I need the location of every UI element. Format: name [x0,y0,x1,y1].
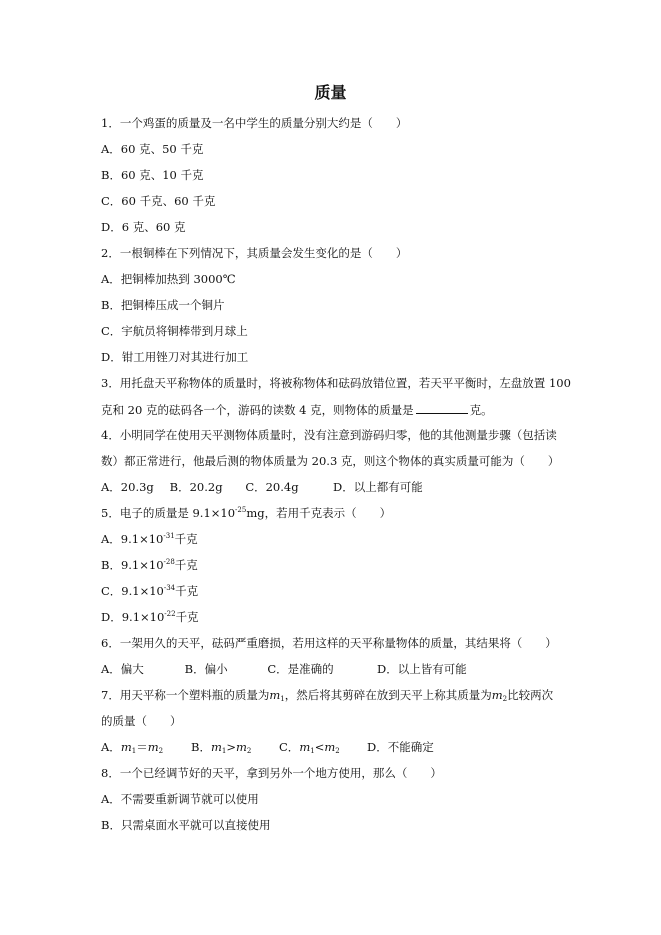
question-4-options [101,479,423,495]
question-2-stem: 2．一根铜棒在下列情况下，其质量会发生变化的是（ ） [101,246,408,260]
question-6-stem: 6．一架用久的天平，砝码严重磨损，若用这样的天平称量物体的质量，其结果将（ ） [101,636,557,650]
question-7-line-2: 的质量（ ） [101,714,182,728]
subscript: 2 [335,747,340,755]
option-text: D．9.1×10 [101,610,165,624]
question-8-stem: 8．一个已经调节好的天平，拿到另外一个地方使用，那么（ ） [101,766,442,780]
question-8-option-b: B．只需桌面水平就可以直接使用 [101,818,271,832]
question-4-option-c: C．20.4g [245,480,299,494]
question-2-option-c: C．宇航员将铜棒带到月球上 [101,324,248,338]
question-1-stem: 1．一个鸡蛋的质量及一名中学生的质量分别大约是（ ） [101,116,408,130]
question-2-option-d: D．钳工用锉刀对其进行加工 [101,350,249,364]
question-7-text: 比较两次 [507,688,554,702]
question-7-option-b [191,739,279,755]
option-text: C．9.1×10 [101,584,164,598]
question-7-options [101,739,434,755]
option-unit: 千克 [174,532,198,546]
math-variable: m [269,688,281,702]
question-7-option-c [279,739,367,755]
exponent: -28 [163,558,175,566]
question-3-line-1: 3．用托盘天平称物体的质量时，将被称物体和砝码放错位置，若天平平衡时，左盘放置 100 [101,376,571,390]
question-6-option-c: C．是准确的 [267,662,334,676]
math-variable: m [324,740,336,754]
subscript: 1 [221,747,227,755]
question-8-option-a: A．不需要重新调节就可以使用 [101,792,259,806]
question-4-option-a: A．20.3g [101,480,154,494]
subscript: 1 [310,747,315,755]
question-5-stem-unit: mg，若用千克表示（ ） [246,506,392,520]
subscript: 2 [158,747,164,755]
question-2-option-a: A．把铜棒加热到 3000℃ [101,272,236,286]
option-label: C． [279,740,300,754]
math-variable: m [120,740,132,754]
question-7-option-a [101,739,191,755]
question-5-stem [101,505,391,521]
option-unit: 千克 [174,558,198,572]
question-6-option-d: D．以上皆有可能 [376,662,467,676]
question-3-text-before-blank: 克和 20 克的砝码各一个，游码的读数 4 克，则物体的质量是 [101,403,414,417]
math-variable: m [235,740,247,754]
option-label: B． [191,740,211,754]
math-variable: m [210,740,222,754]
exponent: -34 [163,584,176,592]
question-5-stem-text: 5．电子的质量是 9.1×10 [101,506,236,520]
question-1-option-a: A．60 克、50 千克 [101,142,204,156]
question-3-line-2 [101,401,493,418]
question-7-text: ，然后将其剪碎在放到天平上称其质量为 [284,688,492,702]
question-2-option-b: B．把铜棒压成一个铜片 [101,298,225,312]
subscript: 2 [246,747,252,755]
question-7-text: 7．用天平称一个塑料瓶的质量为 [101,688,270,702]
math-variable: m [299,740,311,754]
question-7-option-d: D．不能确定 [367,740,434,754]
question-6-option-a: A．偏大 [101,662,144,676]
question-1-option-c: C．60 千克、60 千克 [101,194,216,208]
question-3-text-after-blank: 克。 [469,403,493,417]
subscript: 1 [131,747,137,755]
question-5-option-b [101,557,198,573]
exponent: -22 [164,610,176,618]
operator: < [314,740,325,754]
math-variable: m [491,688,503,702]
question-5-option-d [101,609,199,625]
option-unit: 千克 [175,584,199,598]
subscript: 1 [280,695,285,703]
question-4-option-b: B．20.2g [169,480,223,494]
option-text: A．9.1×10 [101,532,164,546]
question-6-options [101,661,467,677]
exponent: -31 [163,532,175,540]
question-4-line-1: 4．小明同学在使用天平测物体质量时，没有注意到游码归零，他的其他测量步骤（包括读 [101,428,557,442]
operator: ＝ [136,740,148,754]
question-5-option-a [101,531,198,547]
answer-blank [416,401,468,414]
page-title: 质量 [314,83,347,102]
option-unit: 千克 [175,610,199,624]
subscript: 2 [502,695,508,703]
question-5-option-c [101,583,198,599]
question-1-option-b: B．60 克、10 千克 [101,168,204,182]
question-4-option-d: D．以上都有可能 [332,480,423,494]
question-1-option-d: D．6 克、60 克 [101,220,186,234]
exponent: -25 [235,506,247,514]
question-6-option-b: B．偏小 [184,662,228,676]
question-4-line-2: 数）都正常进行，他最后测的物体质量为 20.3 克，则这个物体的真实质量可能为（ ） [101,454,560,468]
option-text: B．9.1×10 [101,558,164,572]
math-variable: m [147,740,159,754]
question-7-line-1 [101,687,553,703]
option-label: A． [101,740,121,754]
operator: > [226,740,236,754]
